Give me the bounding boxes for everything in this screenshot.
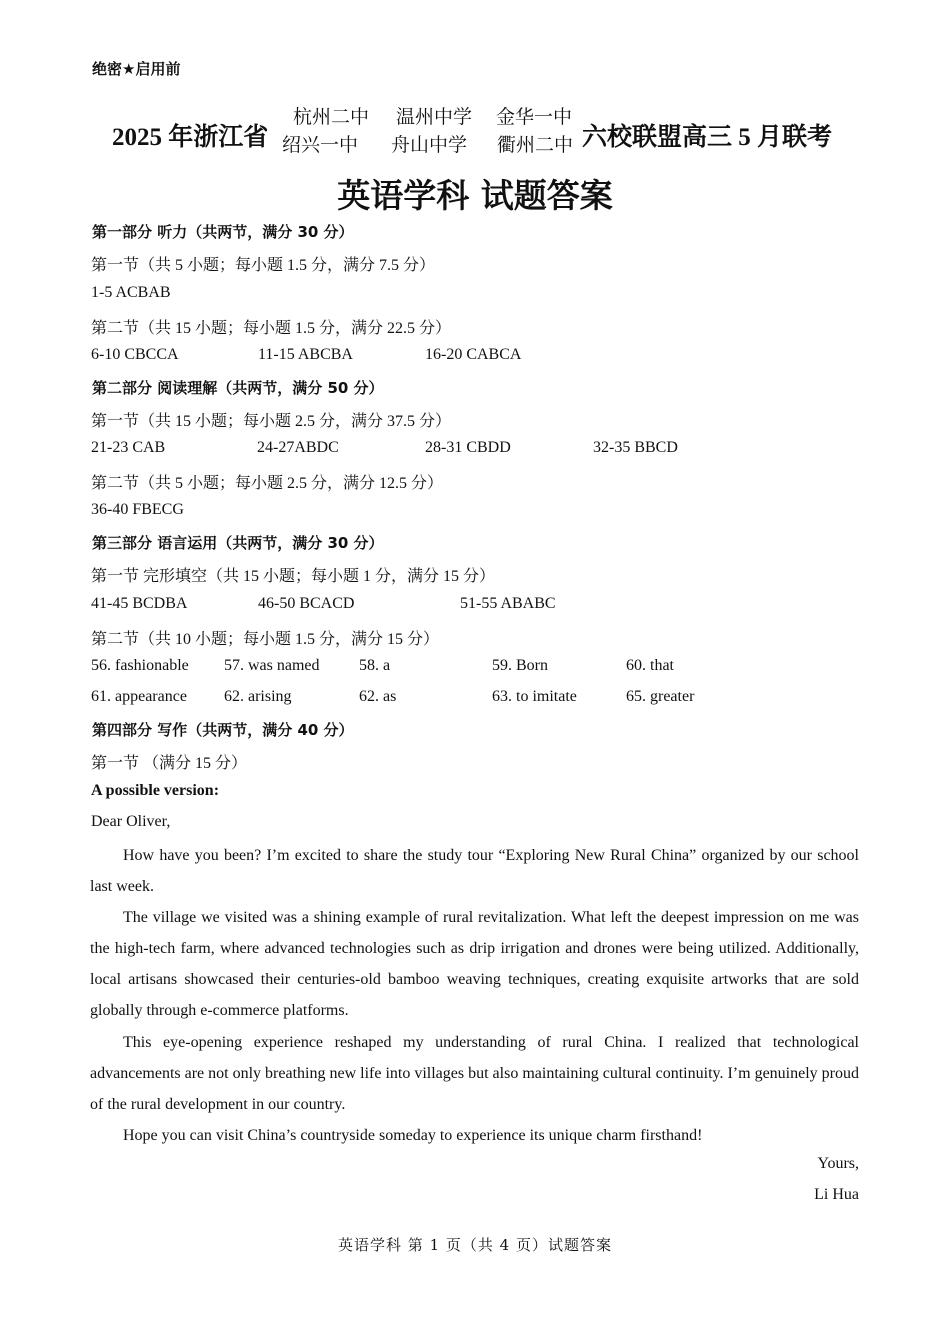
part4-sec1-heading: 第一节 （满分 15 分） bbox=[91, 755, 248, 772]
answer-group: 51-55 ABABC bbox=[460, 595, 556, 612]
part2-heading: 第二部分 阅读理解（共两节，满分 50 分） bbox=[92, 379, 384, 397]
title-year-province: 2025 年浙江省 bbox=[112, 124, 269, 151]
part1-sec1-heading: 第一节（共 5 小题；每小题 1.5 分，满分 7.5 分） bbox=[91, 257, 436, 274]
school-hangzhou-2: 杭州二中 bbox=[293, 107, 370, 128]
part2-sec2-heading: 第二节（共 5 小题；每小题 2.5 分，满分 12.5 分） bbox=[91, 475, 444, 492]
answer-group: 24-27ABDC bbox=[257, 439, 339, 456]
fill-answer: 63. to imitate bbox=[492, 688, 577, 705]
answer-group: 46-50 BCACD bbox=[258, 595, 355, 612]
essay-paragraph: Hope you can visit China’s countryside someday to experience its unique charm firsthand! bbox=[123, 1126, 703, 1144]
essay-paragraph: This eye-opening experience reshaped my understanding of rural China. I realized that technological advancements are not only breathing new life into villages but also maintaining cultural continuity. I’m genuinely proud of the rural development in our country. bbox=[90, 1033, 859, 1113]
essay-paragraph: How have you been? I’m excited to share the study tour “Exploring New Rural China” organized by our school last week. bbox=[90, 847, 859, 896]
fill-answer: 60. that bbox=[626, 657, 674, 674]
fill-answer: 56. fashionable bbox=[91, 657, 189, 674]
page-footer: 英语学科 第 1 页（共 4 页）试题答案 bbox=[338, 1236, 612, 1254]
answer-group: 21-23 CAB bbox=[91, 439, 166, 456]
fill-answer: 62. arising bbox=[224, 688, 292, 705]
part2-sec1-heading: 第一节（共 15 小题；每小题 2.5 分，满分 37.5 分） bbox=[91, 413, 452, 430]
title-suffix: 六校联盟高三 5 月联考 bbox=[582, 124, 833, 151]
closing: Yours, bbox=[817, 1155, 859, 1172]
essay-body bbox=[90, 840, 859, 1151]
confidential-label: 绝密★启用前 bbox=[92, 60, 181, 78]
salutation: Dear Oliver, bbox=[91, 813, 171, 830]
answer-group: 6-10 CBCCA bbox=[91, 346, 179, 363]
fill-answer: 61. appearance bbox=[91, 688, 187, 705]
answer-group: 11-15 ABCBA bbox=[258, 346, 353, 363]
school-wenzhou: 温州中学 bbox=[396, 107, 473, 128]
fill-answer: 58. a bbox=[359, 657, 391, 674]
answer-group: 36-40 FBECG bbox=[91, 501, 184, 518]
essay-paragraph: The village we visited was a shining example of rural revitalization. What left the deepest impression on me was the high-tech farm, where advanced technologies such as drip irrigation and drones were being utilized. Additionally, local artisans showcased their centuries-old bamboo weaving techniques, creating exquisite artworks that are sold globally through e-commerce platforms. bbox=[90, 909, 859, 1020]
answer-group: 1-5 ACBAB bbox=[91, 284, 171, 301]
school-shaoxing-1: 绍兴一中 bbox=[282, 135, 359, 156]
school-zhoushan: 舟山中学 bbox=[391, 135, 468, 156]
signature: Li Hua bbox=[814, 1186, 859, 1203]
fill-answer: 59. Born bbox=[492, 657, 548, 674]
school-jinhua-1: 金华一中 bbox=[496, 107, 573, 128]
answer-group: 16-20 CABCA bbox=[425, 346, 522, 363]
fill-answer: 65. greater bbox=[626, 688, 695, 705]
part4-heading: 第四部分 写作（共两节，满分 40 分） bbox=[92, 721, 354, 739]
part3-heading: 第三部分 语言运用（共两节，满分 30 分） bbox=[92, 534, 384, 552]
fill-answer: 62. as bbox=[359, 688, 397, 705]
answer-group: 41-45 BCDBA bbox=[91, 595, 188, 612]
part1-heading: 第一部分 听力（共两节，满分 30 分） bbox=[92, 223, 354, 241]
school-quzhou-2: 衢州二中 bbox=[497, 135, 574, 156]
answer-group: 32-35 BBCD bbox=[593, 439, 678, 456]
answer-group: 28-31 CBDD bbox=[425, 439, 511, 456]
part3-sec2-heading: 第二节（共 10 小题；每小题 1.5 分，满分 15 分） bbox=[91, 631, 440, 648]
part3-sec1-heading: 第一节 完形填空（共 15 小题；每小题 1 分，满分 15 分） bbox=[91, 568, 496, 585]
part1-sec2-heading: 第二节（共 15 小题；每小题 1.5 分，满分 22.5 分） bbox=[91, 320, 452, 337]
version-label: A possible version: bbox=[91, 782, 220, 799]
fill-answer: 57. was named bbox=[224, 657, 320, 674]
page-subtitle: 英语学科 试题答案 bbox=[337, 176, 613, 215]
